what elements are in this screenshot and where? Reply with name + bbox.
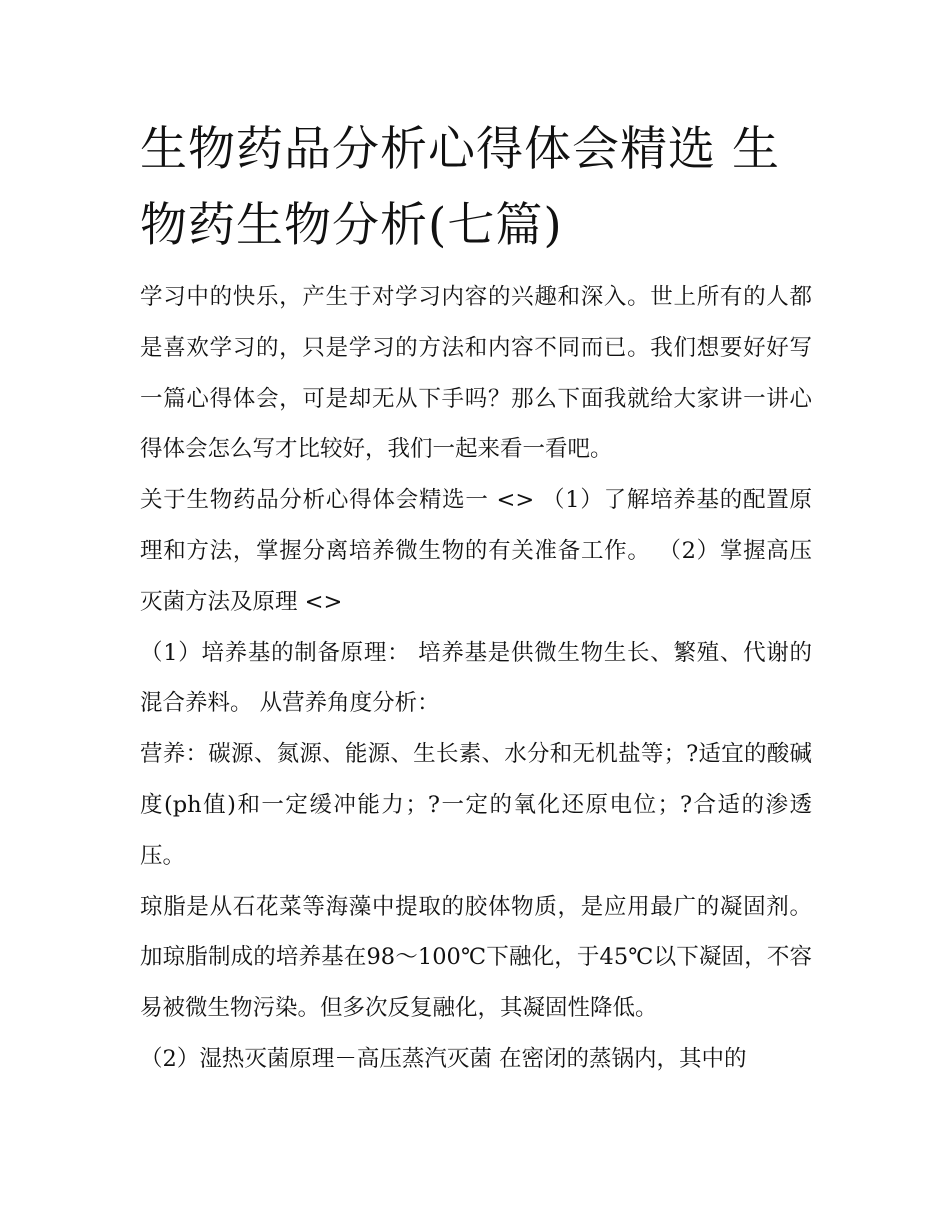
document-page	[140, 112, 812, 1085]
paragraph-nutrition: 营养：碳源、氮源、能源、生长素、水分和无机盐等；?适宜的酸碱度(ph值)和一定缓冲能力；?一定的氧化还原电位；?合适的渗透压。	[140, 741, 812, 869]
document-title: 生物药品分析心得体会精选 生物药生物分析(七篇)	[140, 122, 780, 253]
paragraph-sterilization: （2）湿热灭菌原理－高压蒸汽灭菌 在密闭的蒸锅内，其中的	[140, 1045, 747, 1072]
paragraph-intro: 学习中的快乐，产生于对学习内容的兴趣和深入。世上所有的人都是喜欢学习的，只是学习的方法和内容不同而已。我们想要好好写一篇心得体会，可是却无从下手吗？那么下面我就给大家讲一讲心得体会怎么写才比较好，我们一起来看一看吧。	[140, 284, 812, 463]
paragraph-objectives: 关于生物药品分析心得体会精选一 <> （1）了解培养基的配置原理和方法，掌握分离培养微生物的有关准备工作。 （2）掌握高压灭菌方法及原理 <>	[140, 487, 812, 615]
paragraph-medium-principle: （1）培养基的制备原理： 培养基是供微生物生长、繁殖、代谢的混合养料。 从营养角度分析：	[140, 639, 812, 717]
paragraph-agar: 琼脂是从石花菜等海藻中提取的胶体物质，是应用最广的凝固剂。加琼脂制成的培养基在98～100℃下融化，于45℃以下凝固，不容易被微生物污染。但多次反复融化，其凝固性降低。	[140, 893, 812, 1022]
